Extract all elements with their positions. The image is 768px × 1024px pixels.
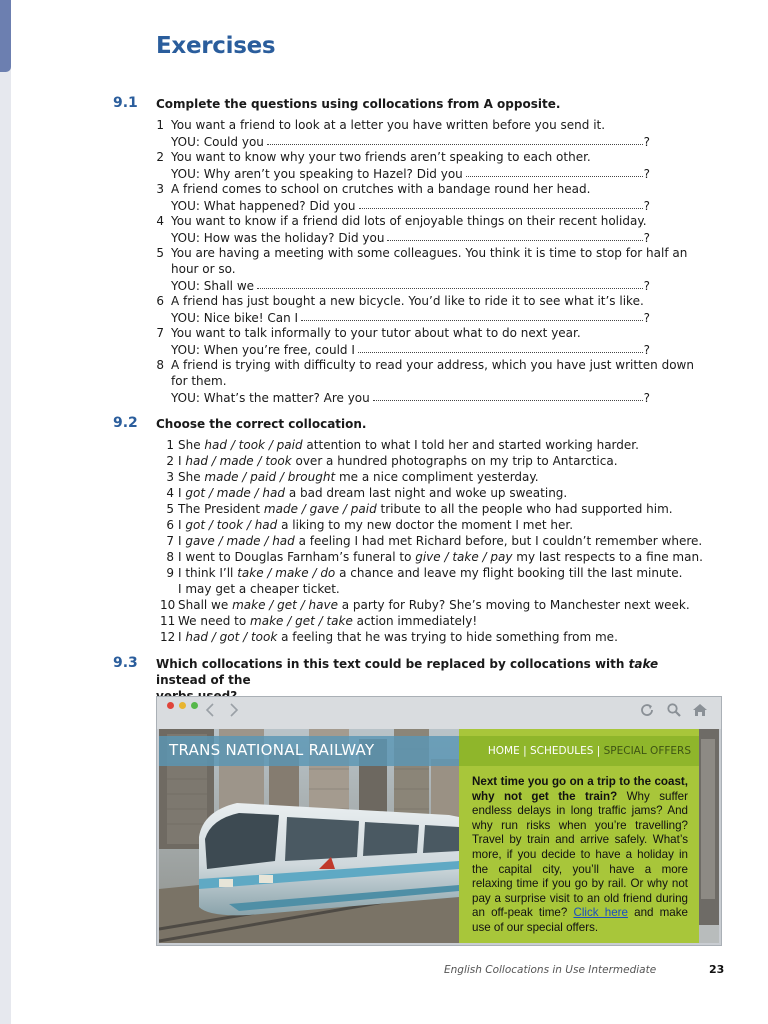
item-number: 5 xyxy=(166,502,174,516)
item-sentence xyxy=(178,613,477,629)
item-number: 2 xyxy=(156,150,164,164)
sentence-end: a feeling that he was trying to hide something from me. xyxy=(277,630,618,644)
item-number: 8 xyxy=(156,358,164,372)
collocation-options[interactable]: make / get / take xyxy=(250,614,353,628)
sentence-end: me a nice compliment yesterday. xyxy=(335,470,539,484)
answer-row xyxy=(171,165,650,181)
item-number: 4 xyxy=(166,486,174,500)
sentence-end: over a hundred photographs on my trip to Antarctica. xyxy=(291,454,618,468)
question-mark: ? xyxy=(643,135,650,149)
sentence-end: a liking to my new doctor the moment I met her. xyxy=(277,518,574,532)
item-number: 2 xyxy=(166,454,174,468)
exercise-number: 9.1 xyxy=(113,95,138,111)
item-sentence xyxy=(178,549,703,565)
answer-blank[interactable] xyxy=(267,143,643,145)
sentence-start: The President xyxy=(178,502,264,516)
sentence-end: a feeling I had met Richard before, but I couldn’t remember where. xyxy=(294,534,703,548)
prompt-text: Which collocations in this text could be replaced by collocations with xyxy=(156,657,629,671)
promo-end: and make use of our special offers. xyxy=(472,906,688,934)
collocation-options[interactable]: got / made / had xyxy=(185,486,285,500)
sentence-start: I xyxy=(178,534,186,548)
answer-row xyxy=(171,389,650,405)
item-number: 6 xyxy=(156,294,164,308)
answer-blank[interactable] xyxy=(359,207,643,209)
question-mark: ? xyxy=(643,279,650,293)
sentence-start: She xyxy=(178,470,205,484)
sentence-start: We need to xyxy=(178,614,251,628)
item-number: 1 xyxy=(166,438,174,452)
collocation-options[interactable]: had / took / paid xyxy=(204,438,303,452)
answer-prompt: YOU: What’s the matter? Are you xyxy=(171,391,370,405)
item-number: 1 xyxy=(156,118,164,132)
click-here-link[interactable]: Click here xyxy=(573,906,628,920)
page-title: Exercises xyxy=(156,33,276,59)
item-number: 5 xyxy=(156,246,164,260)
collocation-options[interactable]: got / took / had xyxy=(185,518,278,532)
item-sentence xyxy=(178,517,573,533)
sentence-start: She xyxy=(178,438,205,452)
item-sentence xyxy=(178,453,618,469)
right-edge-photo xyxy=(699,729,719,943)
answer-row xyxy=(171,197,650,213)
item-sentence xyxy=(178,629,618,645)
question-mark: ? xyxy=(643,167,650,181)
sentence-start: I xyxy=(178,630,186,644)
item-situation: A friend comes to school on crutches with a bandage round her head. xyxy=(171,182,591,196)
answer-prompt: YOU: When you’re free, could I xyxy=(171,343,355,357)
nav-special-offers-link[interactable]: SPECIAL OFFERS xyxy=(603,745,691,757)
item-situation: You want to talk informally to your tutor about what to do next year. xyxy=(171,326,581,340)
home-icon[interactable] xyxy=(690,702,710,722)
nav-schedules-link[interactable]: SCHEDULES xyxy=(529,745,594,757)
sentence-start: I went to Douglas Farnham’s funeral to xyxy=(178,550,416,564)
collocation-options[interactable]: had / got / took xyxy=(185,630,278,644)
sentence-start: I think I’ll xyxy=(178,566,238,580)
answer-blank[interactable] xyxy=(466,175,643,177)
answer-row xyxy=(171,133,650,149)
item-sentence xyxy=(178,437,639,453)
minimize-dot-icon[interactable] xyxy=(179,702,186,709)
item-number: 9 xyxy=(166,566,174,580)
item-sentence-cont: I may get a cheaper ticket. xyxy=(178,582,340,596)
question-mark: ? xyxy=(643,231,650,245)
answer-prompt: YOU: Why aren’t you speaking to Hazel? Did you xyxy=(171,167,463,181)
sentence-end: my last respects to a fine man. xyxy=(512,550,703,564)
item-situation: A friend has just bought a new bicycle. You’d like to ride it to see what it’s like. xyxy=(171,294,644,308)
item-situation: You want a friend to look at a letter you have written before you send it. xyxy=(171,118,606,132)
exercise-number: 9.2 xyxy=(113,415,138,431)
item-situation-cont: for them. xyxy=(171,374,227,388)
item-sentence xyxy=(178,501,673,517)
sentence-start: I xyxy=(178,454,186,468)
site-title: TRANS NATIONAL RAILWAY xyxy=(169,741,375,759)
nav-separator: | xyxy=(519,745,530,757)
promo-text xyxy=(472,775,688,936)
promo-panel xyxy=(459,729,699,943)
item-number: 10 xyxy=(160,598,176,612)
sentence-start: Shall we xyxy=(178,598,233,612)
prompt-text: instead of the xyxy=(156,673,251,687)
nav-home-link[interactable]: HOME xyxy=(487,745,520,757)
browser-window xyxy=(156,696,722,946)
exercise-prompt: Complete the questions using collocations from A opposite. xyxy=(156,97,561,111)
answer-prompt: YOU: Nice bike! Can I xyxy=(171,311,299,325)
sentence-start: I xyxy=(178,486,186,500)
book-title-footer: English Collocations in Use Intermediate xyxy=(444,964,657,976)
item-number: 11 xyxy=(160,614,176,628)
item-number: 3 xyxy=(156,182,164,196)
item-sentence xyxy=(178,469,539,485)
sentence-end: a bad dream last night and woke up sweating. xyxy=(285,486,568,500)
item-number: 7 xyxy=(156,326,164,340)
sentence-start: I xyxy=(178,518,186,532)
answer-blank[interactable] xyxy=(301,319,643,321)
item-number: 7 xyxy=(166,534,174,548)
page-number: 23 xyxy=(709,963,725,976)
item-situation: You want to know why your two friends aren’t speaking to each other. xyxy=(171,150,591,164)
sentence-end: attention to what I told her and started working harder. xyxy=(302,438,639,452)
answer-prompt: YOU: What happened? Did you xyxy=(171,199,356,213)
collocation-options[interactable]: take / make / do xyxy=(237,566,336,580)
item-situation: You are having a meeting with some colleagues. You think it is time to stop for half an xyxy=(171,246,688,260)
promo-body: Why suffer endless delays in long traffic jams? And why run risks when you’re travelling? Travel by train and arrive safely. What’s more, if you decide to have a holiday in the capital city, you’ll have a more relaxing time if you go by rail. Or why not pay a surprise visit to an old friend during an off-peak time? xyxy=(472,789,688,920)
promo-headline: Next time you go on a trip to the coast, why not get the train? xyxy=(472,775,688,803)
question-mark: ? xyxy=(643,199,650,213)
question-mark: ? xyxy=(643,311,650,325)
maximize-dot-icon[interactable] xyxy=(191,702,198,709)
answer-row xyxy=(171,277,650,293)
answer-row xyxy=(171,229,650,245)
answer-blank[interactable] xyxy=(373,399,643,401)
item-number: 3 xyxy=(166,470,174,484)
item-number: 12 xyxy=(160,630,176,644)
answer-blank[interactable] xyxy=(387,239,642,241)
nav-links xyxy=(488,745,691,757)
answer-prompt: YOU: How was the holiday? Did you xyxy=(171,231,385,245)
collocation-options[interactable]: made / gave / paid xyxy=(263,502,377,516)
answer-row xyxy=(171,341,650,357)
website-view xyxy=(159,729,719,943)
item-sentence xyxy=(178,533,702,549)
collocation-options[interactable]: give / take / pay xyxy=(415,550,513,564)
forward-icon[interactable] xyxy=(223,702,243,722)
collocation-options[interactable]: gave / made / had xyxy=(185,534,295,548)
answer-prompt: YOU: Could you xyxy=(171,135,264,149)
item-situation-cont: hour or so. xyxy=(171,262,236,276)
sentence-end: a party for Ruby? She’s moving to Manchester next week. xyxy=(337,598,690,612)
collocation-options[interactable]: made / paid / brought xyxy=(204,470,336,484)
nav-separator: | xyxy=(593,745,604,757)
exercise-number: 9.3 xyxy=(113,655,138,671)
answer-row xyxy=(171,309,650,325)
page-edge-bar xyxy=(0,0,11,1024)
chapter-tab xyxy=(0,0,11,72)
question-mark: ? xyxy=(643,391,650,405)
reload-icon[interactable] xyxy=(637,702,657,722)
back-icon[interactable] xyxy=(201,702,221,722)
collocation-options[interactable]: had / made / took xyxy=(185,454,292,468)
answer-blank[interactable] xyxy=(257,287,643,289)
item-sentence xyxy=(178,485,567,501)
item-number: 4 xyxy=(156,214,164,228)
answer-blank[interactable] xyxy=(358,351,643,353)
site-header xyxy=(159,736,459,766)
sentence-end: tribute to all the people who had supported him. xyxy=(376,502,673,516)
site-nav xyxy=(459,736,699,766)
prompt-emphasis: take xyxy=(628,657,659,671)
item-number: 6 xyxy=(166,518,174,532)
item-sentence xyxy=(178,565,682,581)
exercise-prompt: Choose the correct collocation. xyxy=(156,417,367,431)
item-number: 8 xyxy=(166,550,174,564)
collocation-options[interactable]: make / get / have xyxy=(232,598,338,612)
close-dot-icon[interactable] xyxy=(167,702,174,709)
item-situation: You want to know if a friend did lots of enjoyable things on their recent holiday. xyxy=(171,214,647,228)
answer-prompt: YOU: Shall we xyxy=(171,279,255,293)
sentence-end: action immediately! xyxy=(352,614,478,628)
sentence-end: a chance and leave my flight booking till the last minute. xyxy=(335,566,683,580)
browser-toolbar xyxy=(157,697,721,729)
item-sentence xyxy=(178,597,690,613)
question-mark: ? xyxy=(643,343,650,357)
item-situation: A friend is trying with difficulty to read your address, which you have just written down xyxy=(171,358,694,372)
search-icon[interactable] xyxy=(664,702,684,722)
